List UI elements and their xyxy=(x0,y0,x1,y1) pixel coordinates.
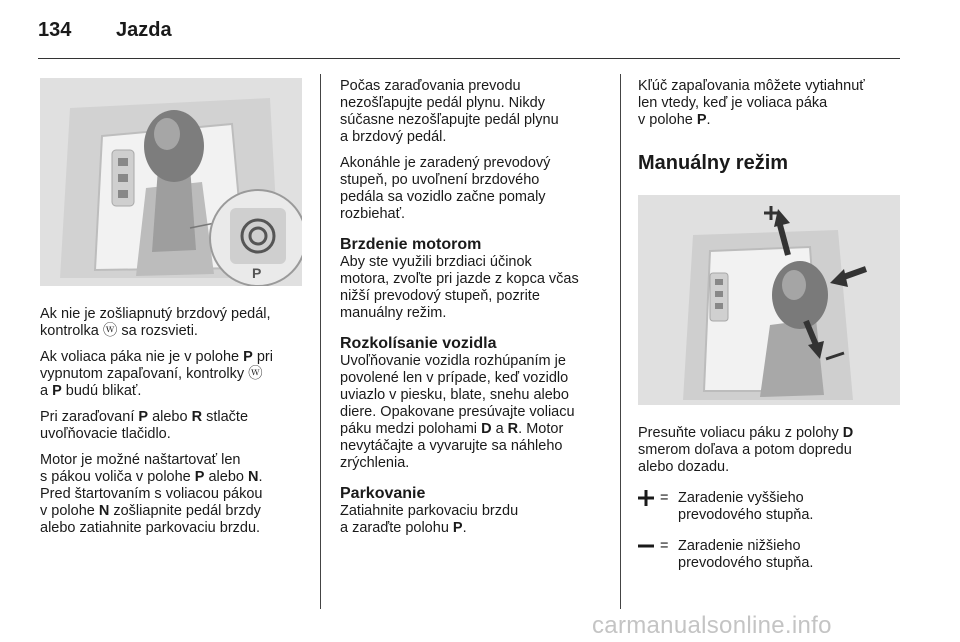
legend-upshift: = Zaradenie vyššieho prevodového stupňa. xyxy=(638,490,903,524)
manual-mode-illustration xyxy=(638,195,900,405)
paragraph: Akonáhle je zaradený prevodový stupeň, po uvoľnení brzdového pedála sa vozidlo začne pomaly rozbiehať. xyxy=(340,155,551,222)
paragraph: Ak voliaca páka nie je v polohe P pri vypnutom zapaľovaní, kontrolky ⓦ a P budú blikať. xyxy=(40,349,273,399)
section-heading-manual-mode: Manuálny režim xyxy=(638,152,789,174)
header-rule xyxy=(38,58,900,59)
watermark: carmanualsonline.info xyxy=(592,612,832,639)
paragraph: Uvoľňovanie vozidla rozhúpaním je povolené len v prípade, keď vozidlo uviazlo v piesku, blate, snehu alebo diere. Opakovane presúvajte voliacu páku medzi polohami D a R. Motor nevytáčajte a vyvarujte sa náhleho zrýchlenia. xyxy=(340,353,575,471)
paragraph: Zatiahnite parkovaciu brzdu a zaraďte polohu P. xyxy=(340,503,519,536)
paragraph: Kľúč zapaľovania môžete vytiahnuť len vtedy, keď je voliaca páka v polohe P. xyxy=(638,78,865,128)
column-1 xyxy=(40,78,302,546)
page-title: Jazda xyxy=(116,19,172,41)
section-heading-parking: Parkovanie xyxy=(340,485,426,502)
legend-downshift: = Zaradenie nižšieho prevodového stupňa. xyxy=(638,538,903,572)
minus-icon xyxy=(638,538,660,572)
column-3 xyxy=(638,78,903,586)
column-separator xyxy=(620,74,621,609)
section-heading-engine-braking: Brzdenie motorom xyxy=(340,236,482,253)
paragraph: Ak nie je zošliapnutý brzdový pedál, kontrolka ⓦ sa rozsvieti. xyxy=(40,306,271,339)
column-separator xyxy=(320,74,321,609)
paragraph: Presuňte voliacu páku z polohy D smerom doľava a potom dopredu alebo dozadu. xyxy=(638,425,854,475)
paragraph: Aby ste využili brzdiaci účinok motora, zvoľte pri jazde z kopca včas nižší prevodový stupeň, pozrite manuálny režim. xyxy=(340,254,579,321)
paragraph: Motor je možné naštartovať len s pákou voliča v polohe P alebo N. Pred štartovaním s voliacou pákou v polohe N zošliapnite pedál brzdy alebo zatiahnite parkovaciu brzdu. xyxy=(40,452,263,536)
plus-icon xyxy=(638,490,660,524)
page-number: 134 xyxy=(38,19,72,41)
column-2 xyxy=(340,78,612,546)
illus-label-p: P xyxy=(252,265,262,281)
gear-selector-illustration xyxy=(40,78,302,286)
paragraph: Pri zaraďovaní P alebo R stlačte uvoľňovacie tlačidlo. xyxy=(40,409,249,442)
paragraph: Počas zaraďovania prevodu nezošľapujte pedál plynu. Nikdy súčasne nezošľapujte pedál plynu a brzdový pedál. xyxy=(340,78,559,145)
section-heading-rocking: Rozkolísanie vozidla xyxy=(340,335,497,352)
